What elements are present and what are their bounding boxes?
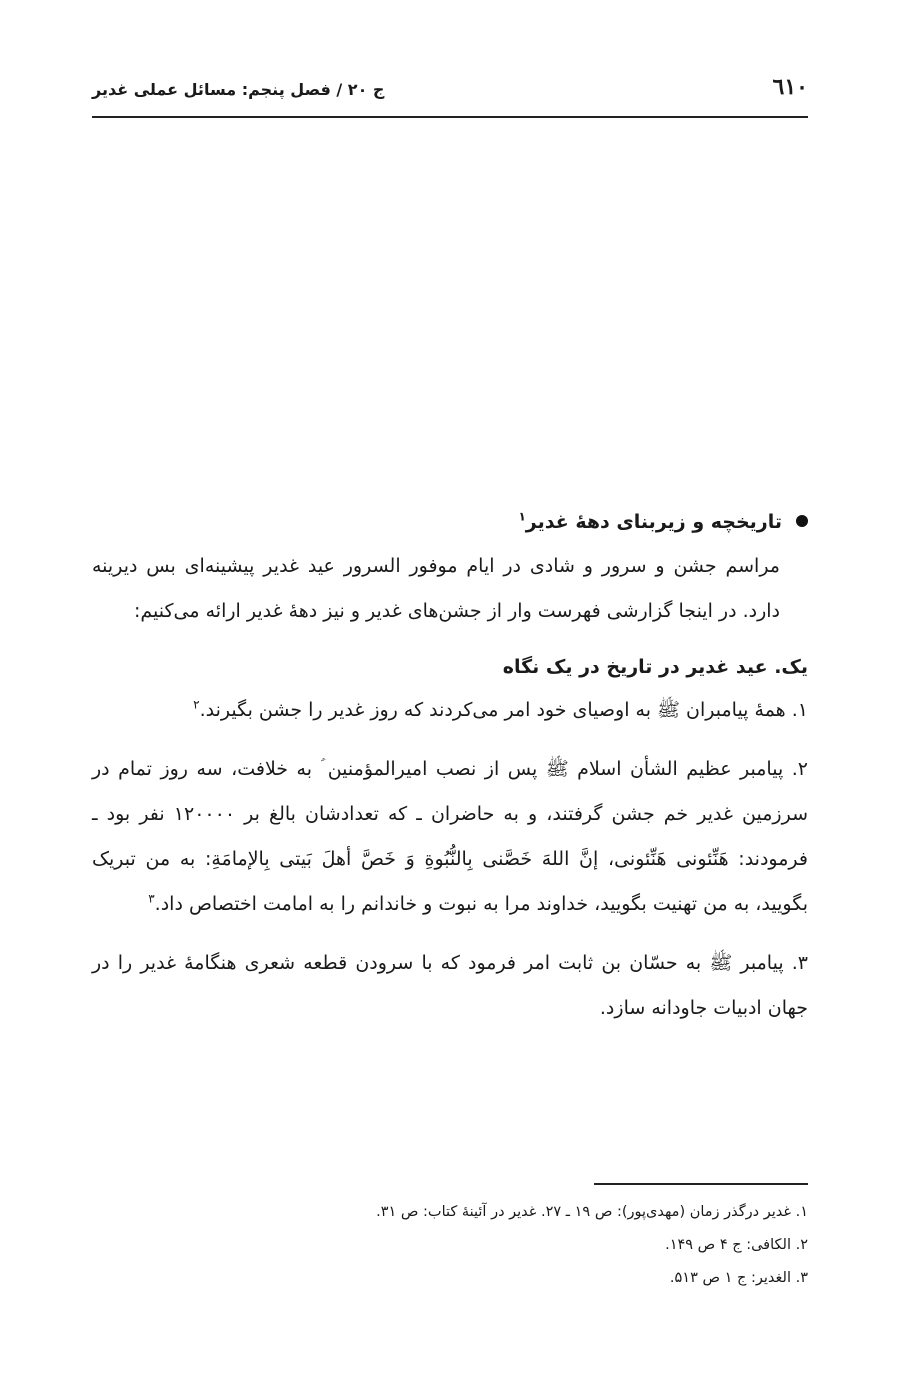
footnote-rule	[594, 1183, 808, 1185]
footnote-ref: ٣	[148, 891, 155, 906]
subheading: یک. عید غدیر در تاریخ در یک نگاه	[502, 656, 808, 678]
main-text	[92, 500, 808, 1031]
footnotes	[92, 1196, 808, 1295]
footnote-ref: ٢	[193, 697, 200, 712]
footnote: ٣. الغدیر: ج ١ ص ۵١٣.	[669, 1270, 808, 1286]
running-head	[92, 70, 808, 116]
list-item	[92, 747, 808, 927]
list-item	[92, 688, 808, 733]
list-item-text: ١. همۀ پیامبران ﷺ به اوصیای خود امر می‌کردند که روز غدیر را جشن بگیرند.	[199, 699, 808, 721]
list-item-text: ٢. پیامبر عظیم الشأن اسلام ﷺ پس از نصب امیرالمؤمنین ؑ به خلافت، سه روز تمام در سرزمین غدیر خم جشن گرفتند، و به حاضران ـ که تعدادشان بالغ بر ١٢٠٠٠٠ نفر بود ـ فرمودند: هَنِّئونی هَنِّئونی، إنَّ اللهَ خَصَّنی بِالنُّبُوةِ وَ خَصَّ أهلَ بَیتی بِالإمامَةِ: به من تبریک بگویید، به من تهنیت بگویید، خداوند مرا به نبوت و خاندانم را به امامت اختصاص داد.	[92, 758, 808, 915]
footnote-ref: ١	[518, 509, 526, 524]
page-number: ٦١٠	[772, 74, 808, 100]
intro-paragraph: مراسم جشن و سرور و شادی در ایام موفور السرور عید غدیر پیشینه‌ای بس دیرینه دارد. در اینجا گزارشی فهرست وار از جشن‌های غدیر و نیز دهۀ غدیر ارائه می‌کنیم:	[92, 555, 780, 622]
footnote: ٢. الکافی: ج ۴ ص ١۴٩.	[665, 1237, 808, 1253]
bullet-icon	[796, 515, 808, 527]
list-item-text: ٣. پیامبر ﷺ به حسّان بن ثابت امر فرمود که با سرودن قطعه شعری هنگامۀ غدیر را در جهان ادبیات جاودانه سازد.	[92, 952, 808, 1019]
footnote: ١. غدیر درگذر زمان (مهدی‌پور): ص ١٩ ـ ٢٧. غدیر در آئینۀ کتاب: ص ٣١.	[376, 1204, 808, 1220]
section-heading	[92, 500, 808, 544]
section-heading-text: تاریخچه و زیربنای دهۀ غدیر	[525, 511, 782, 533]
list-item	[92, 941, 808, 1031]
header-rule	[92, 116, 808, 118]
running-head-title: ج ٢٠ / فصل پنجم: مسائل عملی غدیر	[92, 80, 385, 99]
